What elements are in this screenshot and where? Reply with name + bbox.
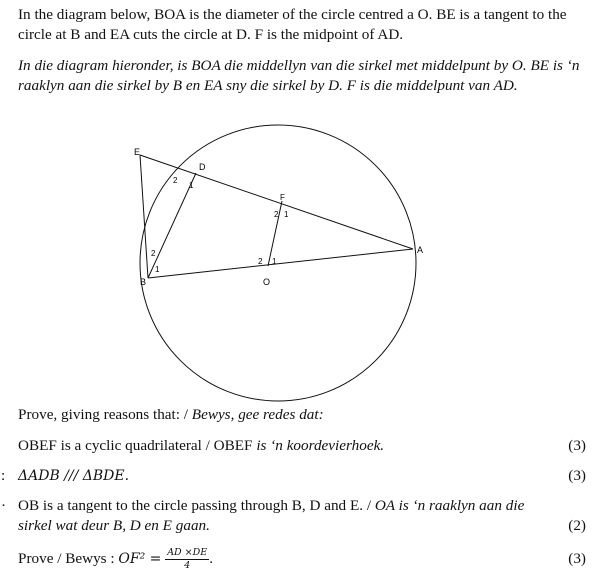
question-2-marks: (3) — [568, 467, 586, 484]
prove-heading-en: Prove, giving reasons that: / — [18, 406, 192, 423]
angle-B2: 2 — [151, 249, 156, 258]
question-2 — [1, 466, 586, 486]
question-3-af-2: sirkel wat deur B, D en E gaan. — [18, 517, 210, 534]
label-O: O — [263, 277, 271, 287]
question-2-math: ΔADB /// ΔBDE. — [18, 468, 130, 484]
angle-O2: 2 — [258, 257, 263, 266]
prove-heading-af: Bewys, gee redes dat: — [191, 406, 324, 423]
angle-D1: 1 — [189, 181, 194, 190]
angle-F2: 2 — [274, 210, 279, 219]
circle — [140, 125, 416, 401]
line-BA — [148, 249, 413, 278]
label-D: D — [199, 162, 206, 172]
question-3-bullet: · — [1, 497, 7, 514]
question-3-en: OB is a tangent to the circle passing through B, D and E. / — [18, 497, 375, 514]
angle-D2: 2 — [173, 176, 178, 185]
angle-F1: 1 — [284, 210, 289, 219]
question-3-line2 — [18, 516, 586, 536]
question-4-en: Prove / Bewys : — [18, 550, 119, 567]
question-3-marks: (2) — [568, 517, 586, 534]
fraction-denominator: 4 — [184, 560, 191, 572]
label-B: B — [140, 277, 147, 287]
label-F: F — [280, 193, 285, 202]
question-1-marks: (3) — [568, 437, 586, 454]
question-4-fraction — [165, 547, 209, 572]
question-2-bullet: : — [1, 467, 6, 484]
label-E: E — [134, 147, 141, 157]
question-1 — [18, 436, 586, 456]
question-4-tail: . — [209, 550, 213, 567]
question-1-en: OBEF is a cyclic quadrilateral / OBEF — [18, 437, 257, 454]
question-3 — [1, 496, 586, 516]
question-1-af: is ‘n koordevierhoek. — [256, 437, 385, 454]
angle-O1: 1 — [272, 257, 277, 266]
line-BE — [140, 155, 148, 278]
label-A: A — [417, 245, 424, 255]
prove-heading — [18, 405, 586, 425]
line-EA — [140, 155, 413, 249]
angle-B1: 1 — [155, 265, 160, 274]
question-4 — [18, 546, 586, 576]
intro-english: In the diagram below, BOA is the diameter of the circle centred a O. BE is a tangent to the circle at B and EA cuts the circle at D. F is the midpoint of AD. — [18, 6, 567, 43]
question-4-marks: (3) — [568, 550, 586, 567]
question-3-af-1: OA is ‘n raaklyn aan die — [374, 497, 525, 514]
fraction-numerator: AD ×DE — [167, 547, 208, 559]
question-4-lhs: OF² = — [118, 551, 162, 567]
intro-afrikaans: In die diagram hieronder, is BOA die middellyn van die sirkel met middelpunt by O. BE is ‘n raaklyn aan die sirkel by B en EA sny die sirkel by D. F is die middelpunt van AD. — [18, 57, 580, 94]
